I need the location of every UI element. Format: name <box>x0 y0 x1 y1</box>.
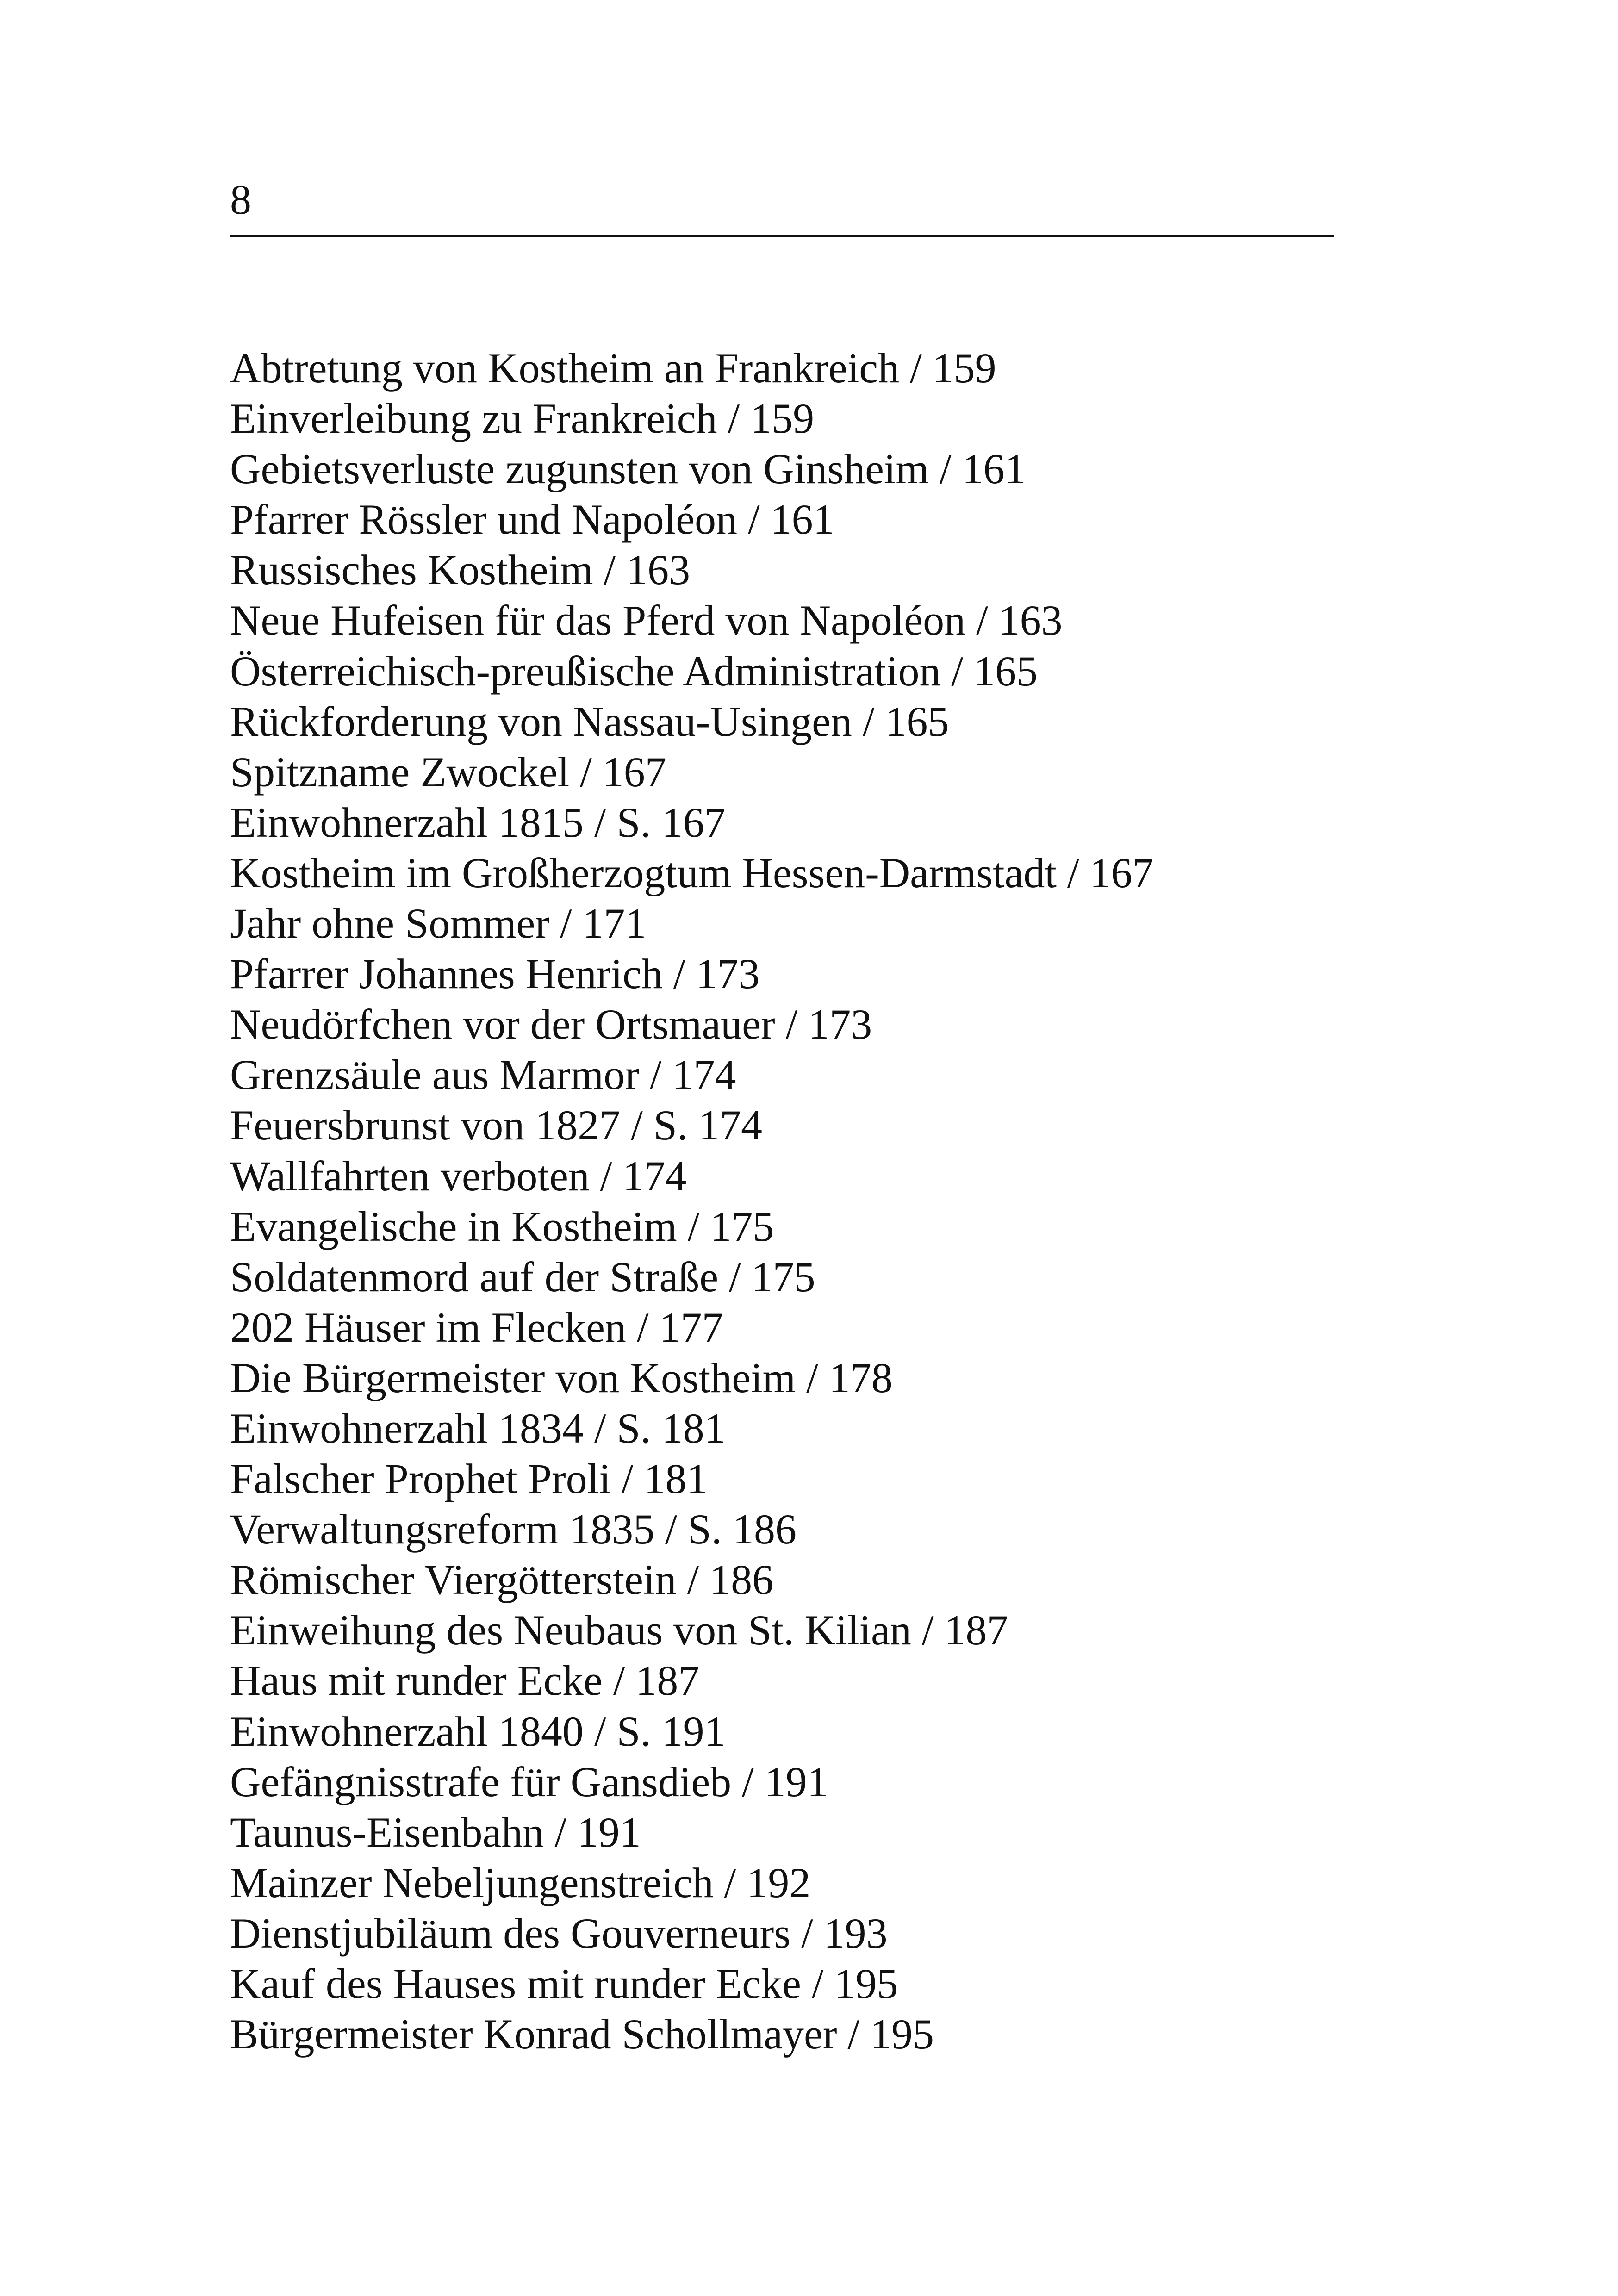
toc-entry: Haus mit runder Ecke / 187 <box>230 1657 700 1705</box>
toc-entry: 202 Häuser im Flecken / 177 <box>230 1303 723 1351</box>
toc-entry: Evangelische in Kostheim / 175 <box>230 1202 774 1250</box>
toc-entry: Österreichisch-preußische Administration / 165 <box>230 647 1038 695</box>
toc-entry: Die Bürgermeister von Kostheim / 178 <box>230 1354 893 1401</box>
toc-entry: Gebietsverluste zugunsten von Ginsheim / 161 <box>230 445 1026 493</box>
toc-entry: Feuersbrunst von 1827 / S. 174 <box>230 1101 762 1149</box>
toc-entry: Einweihung des Neubaus von St. Kilian / 187 <box>230 1606 1008 1654</box>
toc-entry: Dienstjubiläum des Gouverneurs / 193 <box>230 1909 888 1957</box>
toc-entry: Pfarrer Rössler und Napoléon / 161 <box>230 496 834 543</box>
toc-entry: Jahr ohne Sommer / 171 <box>230 900 647 947</box>
toc-entry: Mainzer Nebeljungenstreich / 192 <box>230 1859 811 1906</box>
toc-entry: Wallfahrten verboten / 174 <box>230 1152 687 1200</box>
toc-entry: Einwohnerzahl 1815 / S. 167 <box>230 798 726 846</box>
toc-entry: Rückforderung von Nassau-Usingen / 165 <box>230 697 949 745</box>
toc-entry: Einverleibung zu Frankreich / 159 <box>230 395 815 442</box>
toc-entry: Falscher Prophet Proli / 181 <box>230 1455 708 1503</box>
toc-entry: Taunus-Eisenbahn / 191 <box>230 1808 641 1856</box>
toc-entry: Kauf des Hauses mit runder Ecke / 195 <box>230 1960 898 2007</box>
toc-entry: Grenzsäule aus Marmor / 174 <box>230 1051 736 1099</box>
toc-entry: Verwaltungsreform 1835 / S. 186 <box>230 1506 797 1553</box>
toc-entry: Abtretung von Kostheim an Frankreich / 159 <box>230 344 996 392</box>
toc-entry: Römischer Viergötterstein / 186 <box>230 1556 774 1604</box>
toc-entry: Russisches Kostheim / 163 <box>230 546 691 594</box>
toc-entry: Neue Hufeisen für das Pferd von Napoléon / 163 <box>230 597 1063 644</box>
toc-entry: Bürgermeister Konrad Schollmayer / 195 <box>230 2010 934 2058</box>
toc-entry: Spitzname Zwockel / 167 <box>230 748 666 796</box>
header-rule <box>230 235 1334 237</box>
toc-entry: Einwohnerzahl 1840 / S. 191 <box>230 1707 726 1755</box>
toc-entry: Soldatenmord auf der Straße / 175 <box>230 1253 815 1300</box>
toc-entry: Gefängnisstrafe für Gansdieb / 191 <box>230 1758 828 1805</box>
toc-entry: Einwohnerzahl 1834 / S. 181 <box>230 1404 726 1452</box>
page-number: 8 <box>230 176 251 223</box>
toc-entry: Neudörfchen vor der Ortsmauer / 173 <box>230 1001 872 1048</box>
toc-entry: Pfarrer Johannes Henrich / 173 <box>230 950 760 998</box>
table-of-contents <box>230 343 1154 2060</box>
toc-entry: Kostheim im Großherzogtum Hessen-Darmstadt / 167 <box>230 849 1154 896</box>
